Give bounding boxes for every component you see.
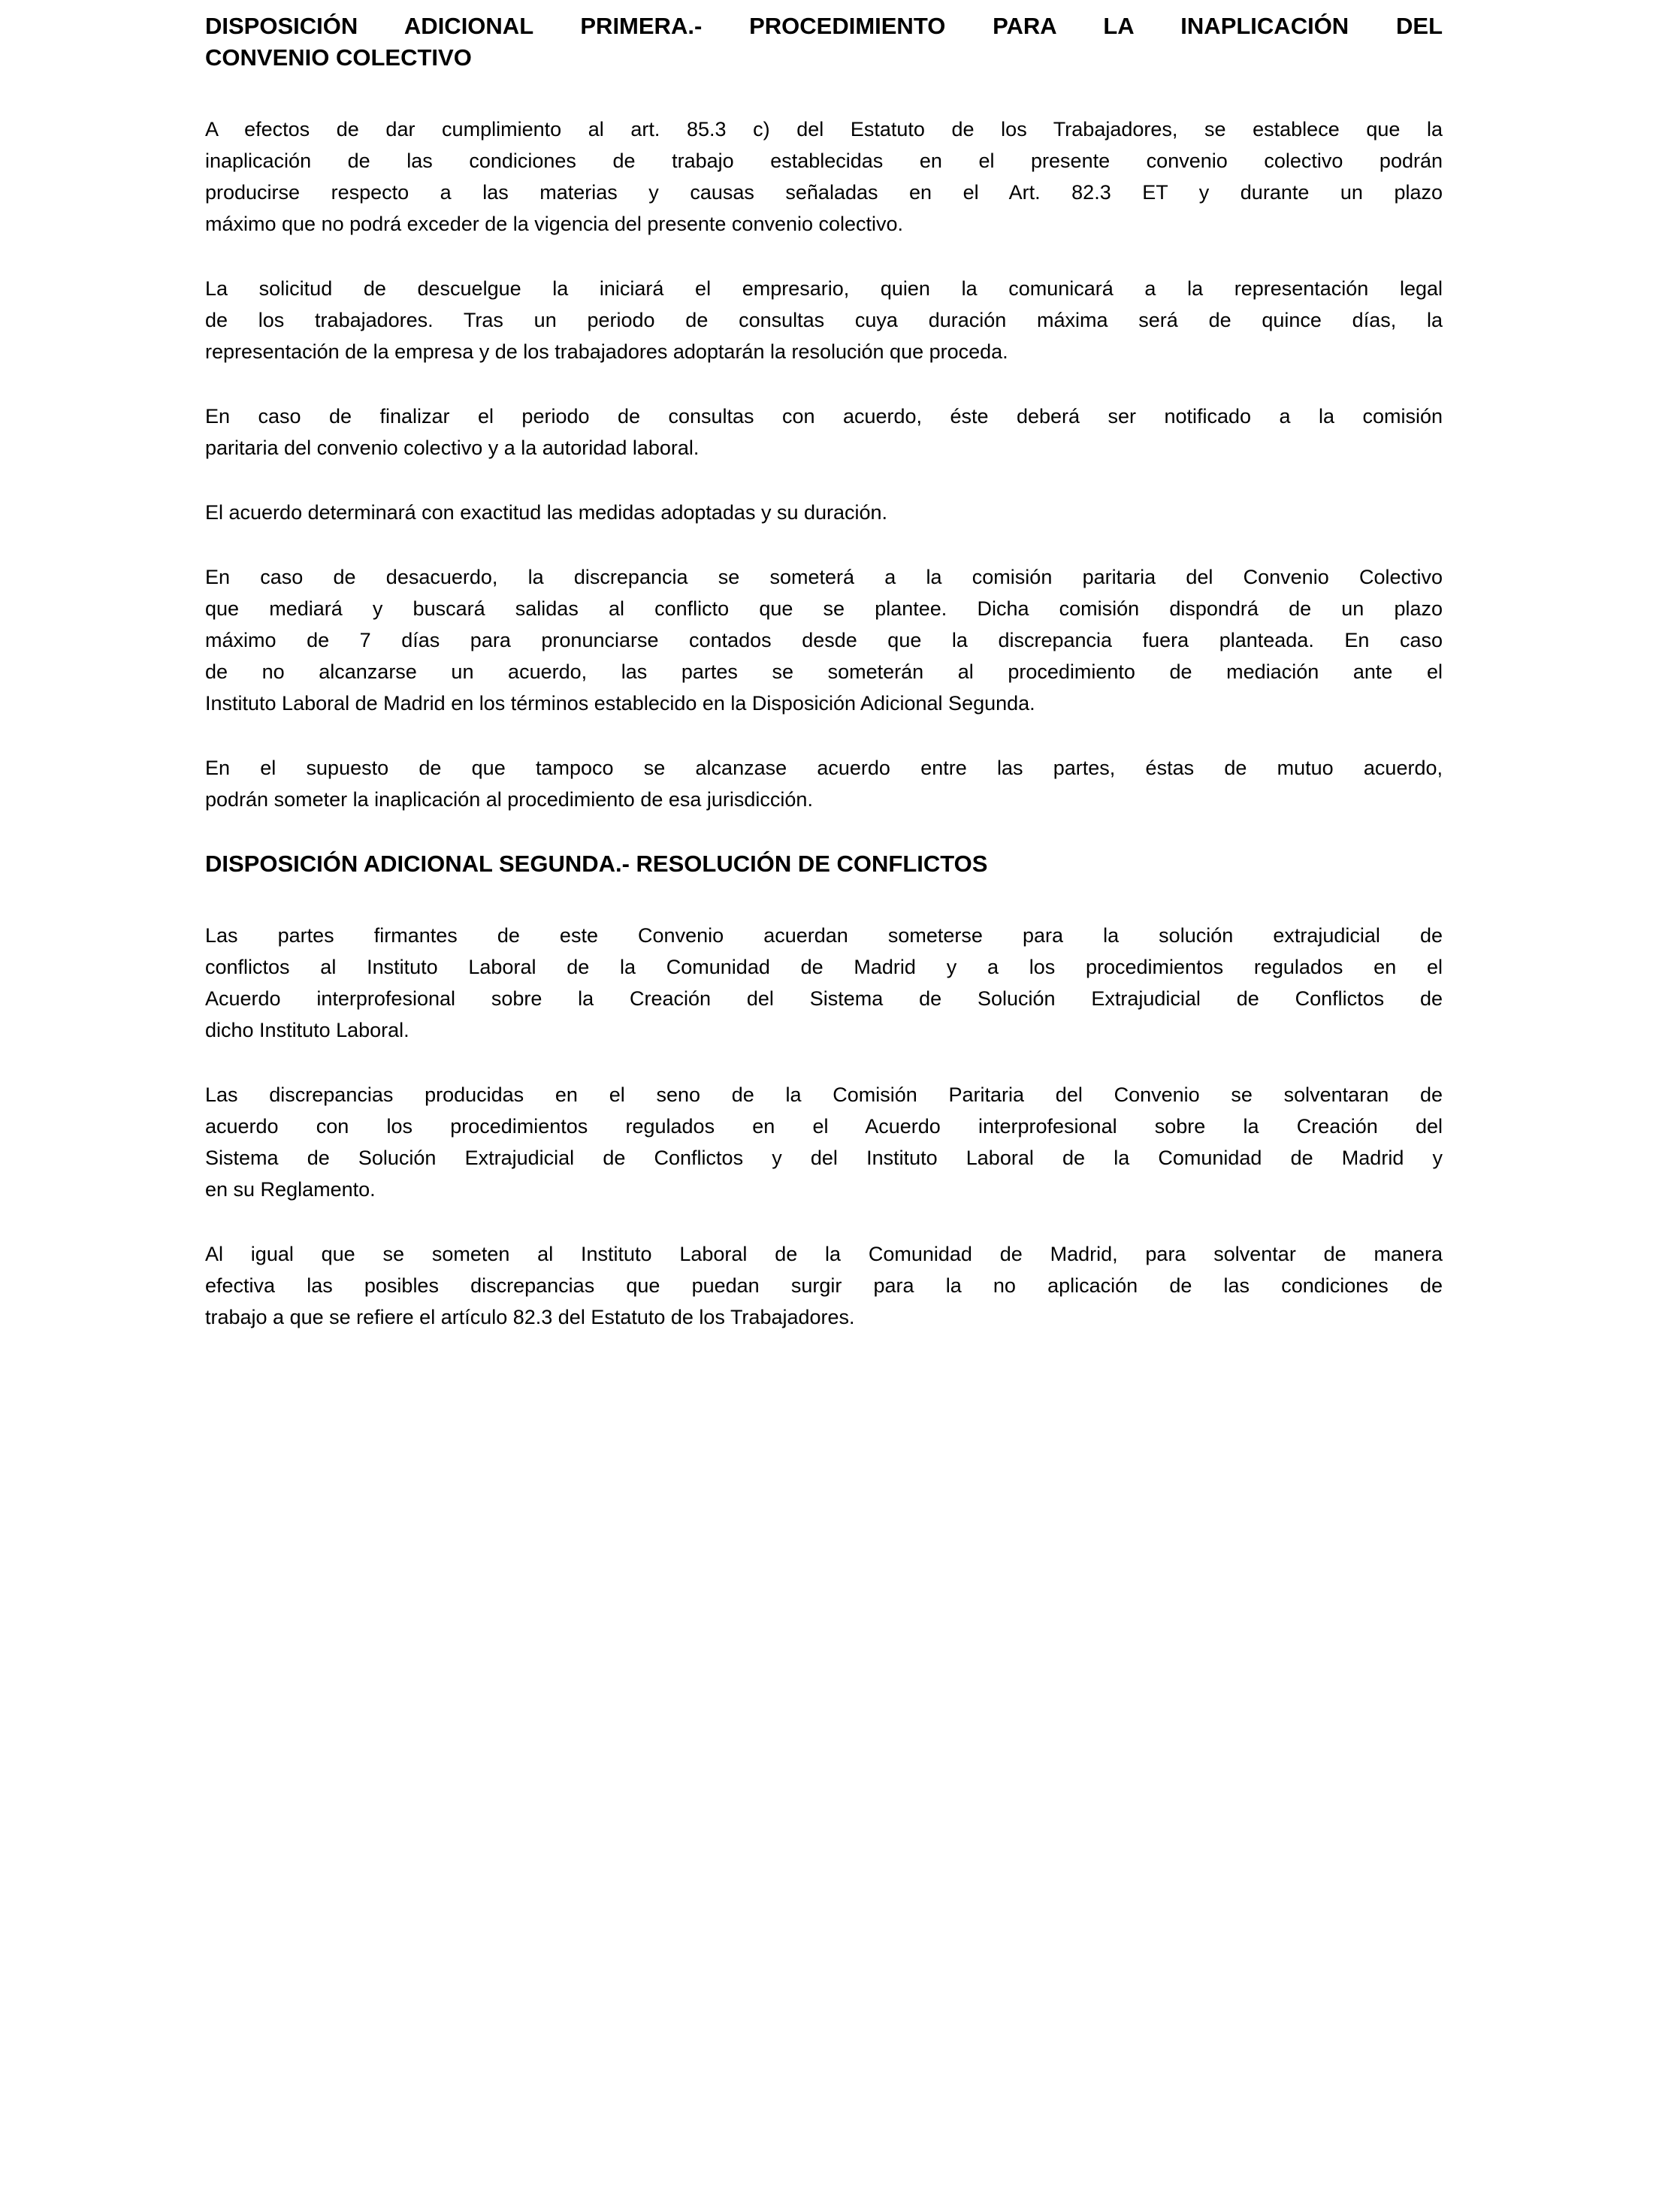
text-line: máximo que no podrá exceder de la vigencia del presente convenio colectivo. xyxy=(205,213,904,235)
paragraph xyxy=(205,1079,1443,1205)
text-line: Acuerdo interprofesional sobre la Creación del Sistema de Solución Extrajudicial de Conflictos de xyxy=(205,987,1443,1010)
paragraph xyxy=(205,400,1443,464)
text-line: Sistema de Solución Extrajudicial de Conflictos y del Instituto Laboral de la Comunidad de Madrid y xyxy=(205,1147,1443,1169)
text-line: DISPOSICIÓN ADICIONAL PRIMERA.- PROCEDIMIENTO PARA LA INAPLICACIÓN DEL xyxy=(205,13,1443,39)
paragraph xyxy=(205,1238,1443,1333)
text-line: DISPOSICIÓN ADICIONAL SEGUNDA.- RESOLUCIÓN DE CONFLICTOS xyxy=(205,851,988,877)
text-line: efectiva las posibles discrepancias que puedan surgir para la no aplicación de las condiciones de xyxy=(205,1274,1443,1297)
document-content xyxy=(205,11,1443,1366)
section-heading xyxy=(205,11,1443,74)
text-line: El acuerdo determinará con exactitud las medidas adoptadas y su duración. xyxy=(205,501,888,524)
text-line: representación de la empresa y de los trabajadores adoptarán la resolución que proceda. xyxy=(205,340,1008,363)
text-line: Las discrepancias producidas en el seno de la Comisión Paritaria del Convenio se solventaran de xyxy=(205,1083,1443,1106)
text-line: conflictos al Instituto Laboral de la Comunidad de Madrid y a los procedimientos regulados en el xyxy=(205,956,1443,978)
paragraph xyxy=(205,752,1443,815)
text-line: En el supuesto de que tampoco se alcanzase acuerdo entre las partes, éstas de mutuo acuerdo, xyxy=(205,757,1443,779)
text-line: La solicitud de descuelgue la iniciará el empresario, quien la comunicará a la representación legal xyxy=(205,277,1443,300)
section-heading xyxy=(205,848,1443,880)
paragraph xyxy=(205,273,1443,367)
paragraph xyxy=(205,561,1443,719)
text-line: Las partes firmantes de este Convenio acuerdan someterse para la solución extrajudicial de xyxy=(205,924,1443,947)
text-line: paritaria del convenio colectivo y a la autoridad laboral. xyxy=(205,437,700,459)
text-line: CONVENIO COLECTIVO xyxy=(205,44,472,71)
text-line: de no alcanzarse un acuerdo, las partes se someterán al procedimiento de mediación ante el xyxy=(205,660,1443,683)
text-line: En caso de finalizar el periodo de consultas con acuerdo, éste deberá ser notificado a la comisión xyxy=(205,405,1443,428)
text-line: que mediará y buscará salidas al conflicto que se plantee. Dicha comisión dispondrá de un plazo xyxy=(205,597,1443,620)
text-line: en su Reglamento. xyxy=(205,1178,376,1201)
text-line: producirse respecto a las materias y causas señaladas en el Art. 82.3 ET y durante un plazo xyxy=(205,181,1443,204)
text-line: Al igual que se someten al Instituto Laboral de la Comunidad de Madrid, para solventar de manera xyxy=(205,1243,1443,1265)
paragraph xyxy=(205,920,1443,1046)
text-line: dicho Instituto Laboral. xyxy=(205,1019,409,1041)
text-line: inaplicación de las condiciones de trabajo establecidas en el presente convenio colectivo podrán xyxy=(205,150,1443,172)
text-line: Instituto Laboral de Madrid en los términos establecido en la Disposición Adicional Segunda. xyxy=(205,692,1035,715)
text-line: de los trabajadores. Tras un periodo de consultas cuya duración máxima será de quince días, la xyxy=(205,309,1443,331)
text-line: máximo de 7 días para pronunciarse contados desde que la discrepancia fuera planteada. En caso xyxy=(205,629,1443,651)
paragraph xyxy=(205,497,1443,528)
text-line: podrán someter la inaplicación al procedimiento de esa jurisdicción. xyxy=(205,788,813,811)
text-line: En caso de desacuerdo, la discrepancia se someterá a la comisión paritaria del Convenio Colectivo xyxy=(205,566,1443,588)
text-line: acuerdo con los procedimientos regulados en el Acuerdo interprofesional sobre la Creación del xyxy=(205,1115,1443,1138)
text-line: A efectos de dar cumplimiento al art. 85.3 c) del Estatuto de los Trabajadores, se establece que la xyxy=(205,118,1443,141)
text-line: trabajo a que se refiere el artículo 82.3 del Estatuto de los Trabajadores. xyxy=(205,1306,855,1328)
paragraph xyxy=(205,113,1443,240)
